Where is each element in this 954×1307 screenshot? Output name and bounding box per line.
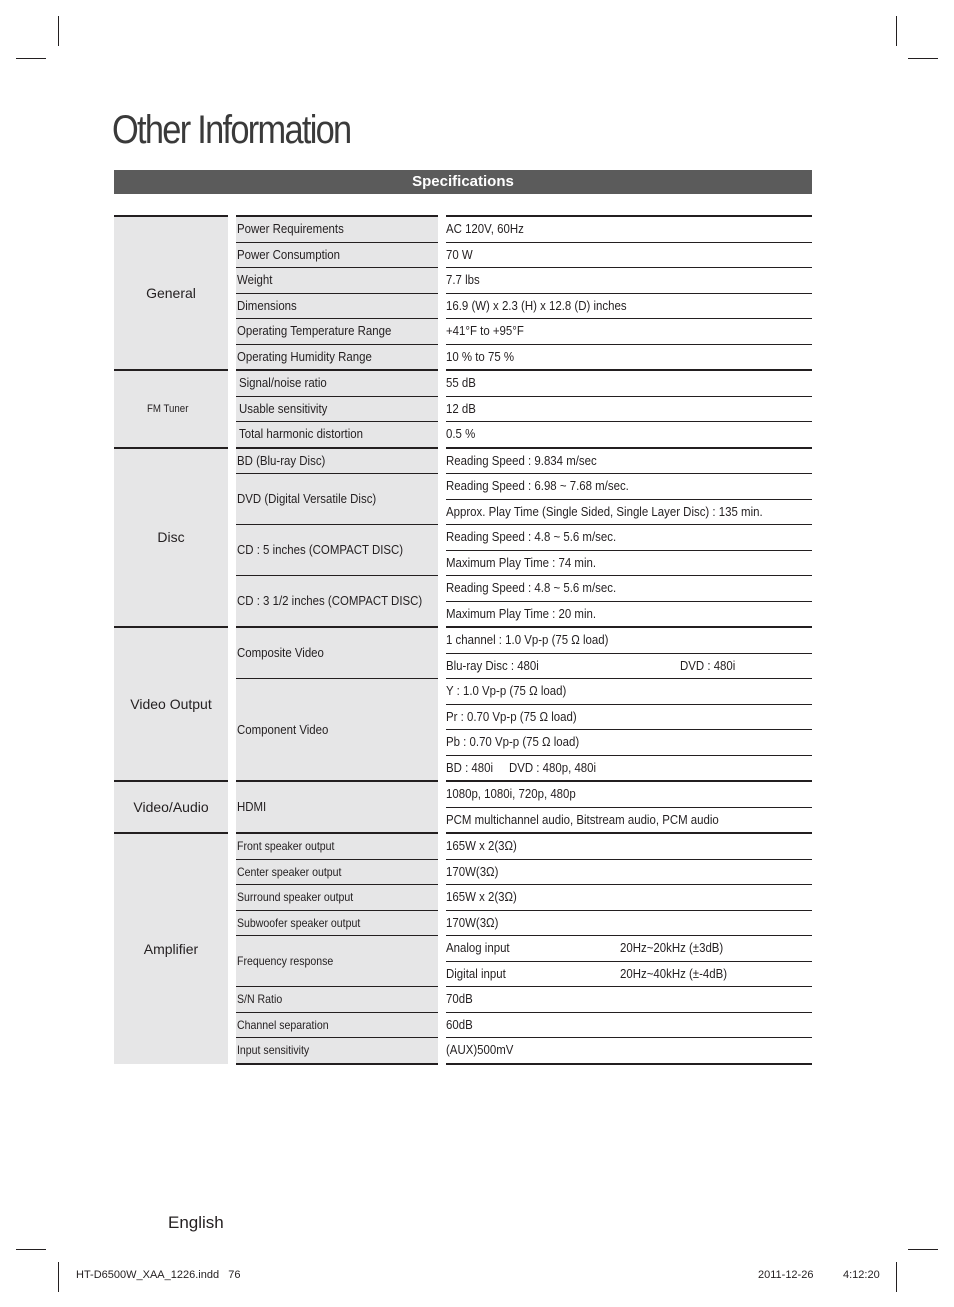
category-video-audio: Video/Audio <box>114 781 232 833</box>
spec-value: 55 dB <box>442 370 812 396</box>
spec-value: 1080p, 1080i, 720p, 480p <box>442 781 812 807</box>
spec-value: 170W(3Ω) <box>442 910 812 936</box>
table-row <box>114 781 812 807</box>
table-row <box>114 833 812 859</box>
slug-time: 4:12:20 <box>843 1269 880 1281</box>
spec-item: Center speaker output <box>232 859 442 885</box>
spec-value: 165W x 2(3Ω) <box>442 833 812 859</box>
spec-value: 10 % to 75 % <box>442 344 812 370</box>
category-disc: Disc <box>114 448 232 628</box>
spec-value: Blu-ray Disc : 480i DVD : 480i <box>442 653 812 679</box>
spec-item: CD : 3 1/2 inches (COMPACT DISC) <box>232 576 442 628</box>
spec-item: Power Consumption <box>232 242 442 268</box>
spec-item: Operating Temperature Range <box>232 319 442 345</box>
spec-value: Analog input 20Hz~20kHz (±3dB) <box>442 936 812 962</box>
spec-value: Digital input 20Hz~40kHz (±-4dB) <box>442 961 812 987</box>
spec-value: 12 dB <box>442 396 812 422</box>
crop-mark <box>908 1249 938 1250</box>
table-row <box>114 627 812 653</box>
spec-value: BD : 480i DVD : 480p, 480i <box>442 755 812 781</box>
table-row <box>114 448 812 474</box>
spec-value: 1 channel : 1.0 Vp-p (75 Ω load) <box>442 627 812 653</box>
spec-value: 165W x 2(3Ω) <box>442 885 812 911</box>
crop-mark <box>58 1262 59 1292</box>
spec-item: Power Requirements <box>232 216 442 242</box>
spec-value: 70 W <box>442 242 812 268</box>
spec-item: S/N Ratio <box>232 987 442 1013</box>
spec-item: Frequency response <box>232 936 442 987</box>
spec-value: 60dB <box>442 1012 812 1038</box>
spec-item: Subwoofer speaker output <box>232 910 442 936</box>
crop-mark <box>908 58 938 59</box>
crop-mark <box>896 16 897 46</box>
spec-item: Usable sensitivity <box>232 396 442 422</box>
specifications-table <box>114 215 812 1065</box>
spec-item: Composite Video <box>232 627 442 679</box>
spec-value: (AUX)500mV <box>442 1038 812 1064</box>
spec-item: Weight <box>232 268 442 294</box>
table-row <box>114 370 812 396</box>
spec-item: HDMI <box>232 781 442 833</box>
spec-value: 16.9 (W) x 2.3 (H) x 12.8 (D) inches <box>442 293 812 319</box>
spec-item: Channel separation <box>232 1012 442 1038</box>
category-video-output: Video Output <box>114 627 232 781</box>
crop-mark <box>58 16 59 46</box>
spec-value: Reading Speed : 9.834 m/sec <box>442 448 812 474</box>
category-amplifier: Amplifier <box>114 833 232 1064</box>
spec-value: PCM multichannel audio, Bitstream audio, PCM audio <box>442 807 812 833</box>
spec-value: 70dB <box>442 987 812 1013</box>
section-heading: Specifications <box>114 170 812 194</box>
spec-item: Front speaker output <box>232 833 442 859</box>
crop-mark <box>16 1249 46 1250</box>
spec-item: Component Video <box>232 679 442 782</box>
spec-value: Reading Speed : 4.8 ~ 5.6 m/sec. <box>442 525 812 551</box>
footer-language: English <box>168 1213 224 1232</box>
spec-item: Operating Humidity Range <box>232 344 442 370</box>
spec-value: Pr : 0.70 Vp-p (75 Ω load) <box>442 704 812 730</box>
spec-item: CD : 5 inches (COMPACT DISC) <box>232 525 442 576</box>
spec-value: Approx. Play Time (Single Sided, Single Layer Disc) : 135 min. <box>442 499 812 525</box>
spec-value: +41°F to +95°F <box>442 319 812 345</box>
page-title: Other Information <box>112 108 351 152</box>
spec-value: Reading Speed : 6.98 ~ 7.68 m/sec. <box>442 474 812 500</box>
category-general: General <box>114 216 232 370</box>
crop-mark <box>896 1262 897 1292</box>
spec-item: DVD (Digital Versatile Disc) <box>232 474 442 525</box>
spec-item: BD (Blu-ray Disc) <box>232 448 442 474</box>
spec-value: Maximum Play Time : 74 min. <box>442 550 812 576</box>
slug-date: 2011-12-26 <box>758 1269 814 1281</box>
spec-item: Input sensitivity <box>232 1038 442 1064</box>
spec-value: Reading Speed : 4.8 ~ 5.6 m/sec. <box>442 576 812 602</box>
table-row <box>114 216 812 242</box>
spec-item: Total harmonic distortion <box>232 422 442 448</box>
slug-filename: HT-D6500W_XAA_1226.indd 76 <box>76 1269 241 1281</box>
category-fm-tuner: FM Tuner <box>114 370 232 448</box>
spec-value: Maximum Play Time : 20 min. <box>442 601 812 627</box>
spec-value: 170W(3Ω) <box>442 859 812 885</box>
spec-value: AC 120V, 60Hz <box>442 216 812 242</box>
crop-mark <box>16 58 46 59</box>
spec-item: Signal/noise ratio <box>232 370 442 396</box>
spec-value: Y : 1.0 Vp-p (75 Ω load) <box>442 679 812 705</box>
spec-item: Dimensions <box>232 293 442 319</box>
spec-item: Surround speaker output <box>232 885 442 911</box>
spec-value: Pb : 0.70 Vp-p (75 Ω load) <box>442 730 812 756</box>
spec-value: 7.7 lbs <box>442 268 812 294</box>
spec-value: 0.5 % <box>442 422 812 448</box>
